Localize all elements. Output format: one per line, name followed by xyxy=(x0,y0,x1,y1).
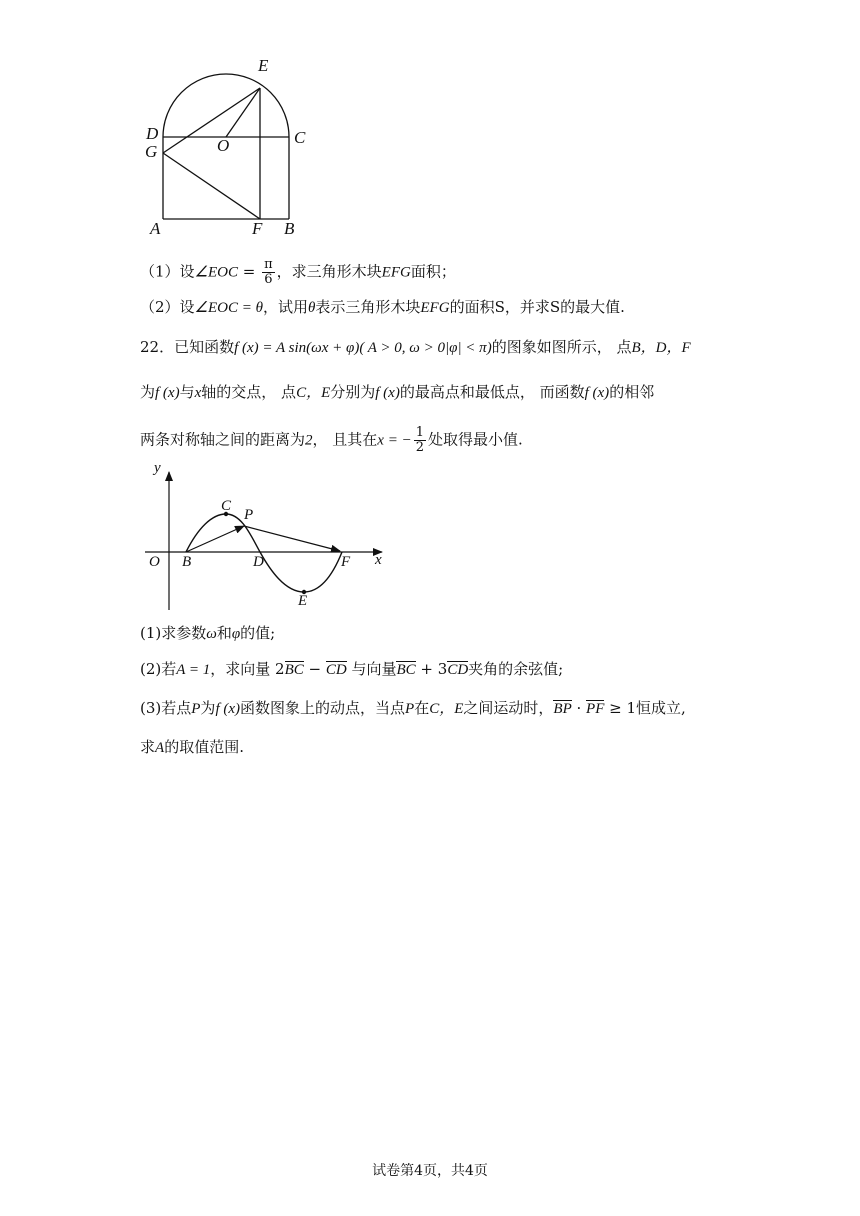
s2-c: 与向量 xyxy=(346,660,397,678)
q21-p1-suffix-a: ，求三角形木块 xyxy=(276,262,382,281)
frac-num: 1 xyxy=(415,425,424,440)
q22-l2-f2: f (x) xyxy=(375,385,400,401)
s3-dot: · xyxy=(571,699,587,717)
q22-l3-c: 处取得最小值. xyxy=(427,430,523,449)
label-P2: P xyxy=(244,507,254,523)
segment-GE xyxy=(163,88,260,153)
vector-BC: BC xyxy=(284,662,304,678)
page-footer: 试卷第4页，共4页 xyxy=(372,1163,488,1179)
label-F: F xyxy=(252,219,263,238)
vector-PF xyxy=(244,526,340,551)
q22-l2-a: 为 xyxy=(140,383,156,401)
s1-phi: φ xyxy=(231,626,241,642)
segment-OE xyxy=(226,88,260,137)
s4-a: 求 xyxy=(140,738,156,756)
q22-line1 xyxy=(140,337,691,358)
s3-b: 为 xyxy=(200,699,216,717)
semicircle-arc xyxy=(163,74,289,137)
s3-c: 函数图象上的动点，当点 xyxy=(240,699,406,717)
s1-a: (1)求参数 xyxy=(140,624,207,642)
q22-line3 xyxy=(140,426,523,455)
label-B: B xyxy=(284,219,295,238)
q21-p1-suffix-b: 面积； xyxy=(410,262,456,281)
s2-b: ，求向量 2 xyxy=(210,660,285,678)
figure2-svg xyxy=(140,462,390,617)
q22-l2-e: 的最高点和最低点， 而函数 xyxy=(399,383,585,401)
sub-question-3-cont xyxy=(140,737,244,758)
s3-ce: C，E xyxy=(429,701,464,717)
sub-question-3 xyxy=(140,698,686,719)
q21-p1-tri: EFG xyxy=(381,264,411,281)
label-D: D xyxy=(146,124,159,143)
q21-p1-eq: = xyxy=(238,262,261,281)
q21-p2-angle: ∠EOC = θ xyxy=(194,300,263,316)
frac-den: 2 xyxy=(415,440,424,455)
s2-plus: + 3 xyxy=(415,660,448,678)
label-C: C xyxy=(294,128,306,147)
q22-l1-b: 的图象如图所示， 点 xyxy=(491,338,632,356)
figure-sine-graph xyxy=(140,462,390,617)
s3-P2: P xyxy=(405,701,415,717)
q22-l2-d: 分别为 xyxy=(330,383,376,401)
q21-p2-tri: EFG xyxy=(420,300,450,316)
vector-BP-text: BP xyxy=(553,701,572,717)
s3-d: 在 xyxy=(414,699,430,717)
q21-p1-prefix: （1）设 xyxy=(140,262,195,281)
s1-c: 的值; xyxy=(240,624,276,642)
vector-BC-2: BC xyxy=(396,662,416,678)
s2-cond: A = 1 xyxy=(176,662,211,678)
q22-l1-a: 22．已知函数 xyxy=(140,338,235,356)
label-B2: B xyxy=(182,554,192,570)
vector-PF-text: PF xyxy=(586,701,605,717)
vector-CD-2: CD xyxy=(447,662,469,678)
q22-l3-two: 2 xyxy=(305,432,313,449)
axis-label-y: y xyxy=(154,460,161,476)
s3-f: f (x) xyxy=(215,701,241,717)
label-G: G xyxy=(145,142,158,161)
q22-l1-points: B，D，F xyxy=(631,340,691,356)
fraction-pi-6 xyxy=(262,258,275,287)
axis-label-x: x xyxy=(375,552,382,568)
sub-question-1 xyxy=(140,623,275,644)
segment-GF xyxy=(163,153,260,219)
label-A: A xyxy=(150,219,161,238)
s2-d: 夹角的余弦值; xyxy=(468,660,564,678)
vector-BP xyxy=(186,526,244,552)
q22-l3-x: x = − xyxy=(377,432,412,449)
label-D2: D xyxy=(253,554,264,570)
fraction-1-2 xyxy=(414,426,426,455)
q22-l2-g: 的相邻 xyxy=(609,383,655,401)
vector-CD: CD xyxy=(325,662,347,678)
label-F2: F xyxy=(341,554,351,570)
s3-e: 之间运动时， xyxy=(463,699,554,717)
figure-semicircle-rectangle xyxy=(140,56,315,242)
q22-l2-f1: f (x) xyxy=(155,385,180,401)
s3-a: (3)若点 xyxy=(140,699,192,717)
q21-part2 xyxy=(140,297,625,318)
s2-a: (2)若 xyxy=(140,660,177,678)
s2-minus: − xyxy=(303,660,326,678)
q21-p2-mid-b: 表示三角形木块 xyxy=(315,298,421,316)
q22-l2-f3: f (x) xyxy=(584,385,610,401)
s3-ge: ≥ 1 xyxy=(604,699,637,717)
label-E2: E xyxy=(298,593,308,609)
q22-l2-ce: C，E xyxy=(296,385,331,401)
frac-num: π xyxy=(264,257,273,272)
label-O2: O xyxy=(149,554,160,570)
sine-curve xyxy=(186,514,342,592)
q22-l2-c: 轴的交点， 点 xyxy=(201,383,297,401)
q21-p2-prefix: （2）设 xyxy=(140,298,195,316)
q21-p1-angle: ∠EOC xyxy=(194,264,238,281)
q22-function: f (x) = A sin(ωx + φ)( A > 0, ω > 0|φ| < π) xyxy=(234,340,492,356)
q21-p2-mid-a: ，试用 xyxy=(262,298,308,316)
label-E: E xyxy=(258,56,269,75)
s1-omega: ω xyxy=(206,626,217,642)
s4-A: A xyxy=(155,740,165,756)
q21-p2-theta: θ xyxy=(308,300,316,316)
s1-b: 和 xyxy=(216,624,232,642)
q22-l2-b: 与 xyxy=(179,383,195,401)
q22-line2 xyxy=(140,382,654,403)
s3-P: P xyxy=(191,701,201,717)
q21-part1 xyxy=(140,258,456,287)
q22-l2-x: x xyxy=(194,385,202,401)
frac-den: 6 xyxy=(264,272,273,287)
label-C2: C xyxy=(221,498,232,514)
s4-b: 的取值范围. xyxy=(164,738,244,756)
label-O: O xyxy=(217,136,230,155)
q22-l3-a: 两条对称轴之间的距离为 xyxy=(140,430,306,449)
s3-f2: 恒成立, xyxy=(636,699,686,717)
sub-question-2 xyxy=(140,659,563,680)
q22-l3-b: ， 且其在 xyxy=(312,430,378,449)
q21-p2-suffix: 的面积S，并求S的最大值. xyxy=(449,298,625,316)
